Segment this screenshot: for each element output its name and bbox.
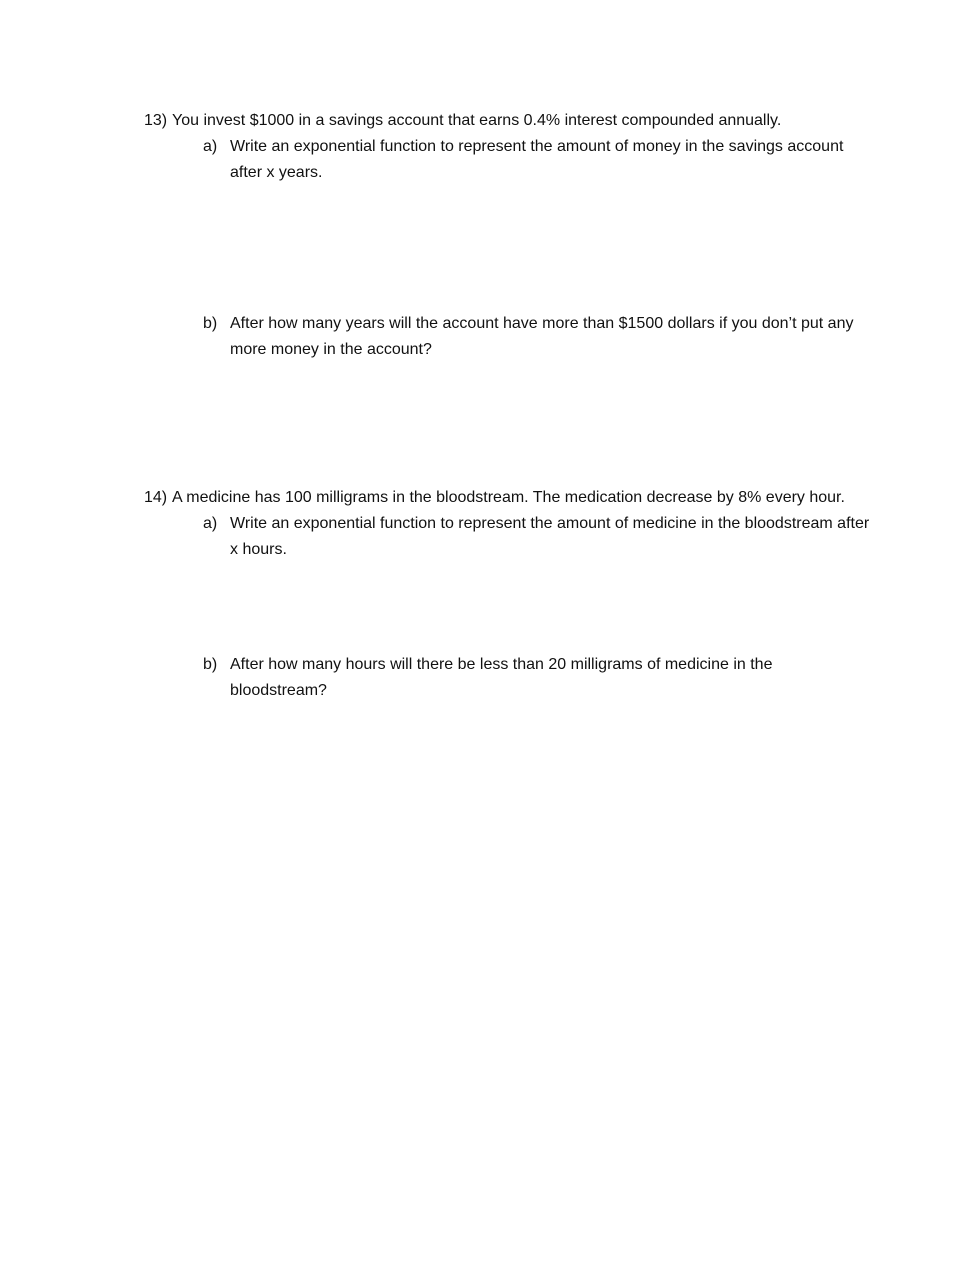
part-text: Write an exponential function to represent the amount of medicine in the bloodstream after x hours.	[230, 515, 870, 558]
part-13b	[203, 311, 870, 363]
part-text: Write an exponential function to represent the amount of money in the savings account after x years.	[230, 138, 844, 181]
answer-space	[203, 186, 870, 311]
question-body	[172, 485, 870, 704]
question-13	[144, 108, 919, 485]
question-number: 13)	[144, 112, 168, 129]
part-text: After how many hours will there be less than 20 milligrams of medicine in the bloodstream?	[230, 656, 773, 699]
question-text: A medicine has 100 milligrams in the bloodstream. The medication decrease by 8% every hour.	[172, 489, 845, 506]
question-14	[144, 485, 919, 704]
answer-space	[203, 363, 870, 485]
answer-space	[203, 563, 870, 652]
part-text: After how many years will the account have more than $1500 dollars if you don’t put any more money in the account?	[230, 315, 854, 358]
part-label: a)	[203, 515, 218, 532]
part-14b	[203, 652, 870, 704]
part-13a	[203, 134, 870, 186]
part-label: b)	[203, 315, 218, 332]
part-label: a)	[203, 138, 218, 155]
question-body	[172, 108, 870, 485]
question-parts	[203, 511, 870, 704]
part-label: b)	[203, 656, 218, 673]
question-text: You invest $1000 in a savings account that earns 0.4% interest compounded annually.	[172, 112, 782, 129]
part-14a	[203, 511, 870, 563]
question-number: 14)	[144, 489, 168, 506]
question-parts	[203, 134, 870, 485]
